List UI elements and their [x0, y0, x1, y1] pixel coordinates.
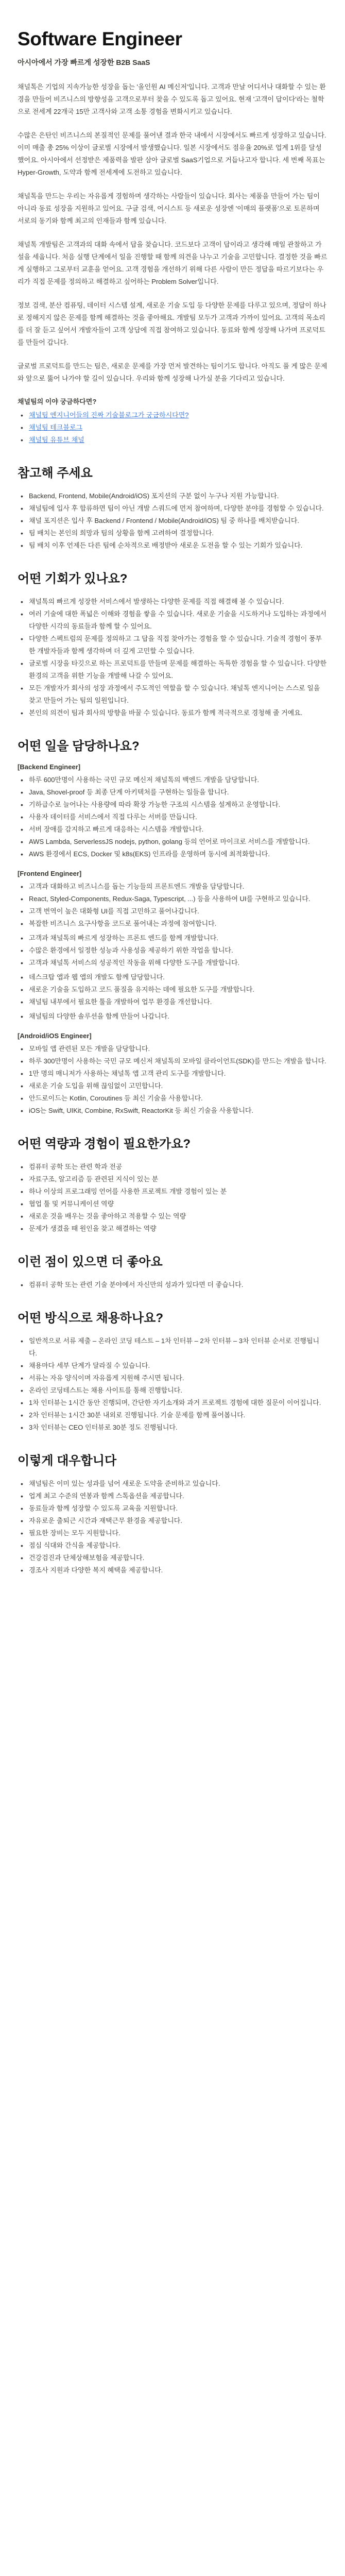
subsection-heading: [Backend Engineer]: [18, 763, 81, 771]
list-item: • 새로운 기술 도입을 위해 끊임없이 고민합니다.: [18, 1080, 327, 1092]
intro-paragraph: 수많은 은탄인 비즈니스의 본질적인 문제를 풀어낸 결과 한국 내에서 시장에서도 빠르게 성장하고 있습니다. 이미 매출 총 25% 이상이 글로벌 시장에서 발생했습니다. 일본 시장에서도 점유율 20%로 업계 1위를 달성했어요. 아시아에서 선정받은 제품력을 발판 삼아 글로벌 SaaS기업으로 거듭나고자 합니다. 세 번째 목표는 Hyper-Growth, 도약과 함께 전세계에 도전하고 있습니다.: [18, 131, 326, 176]
section-heading: 어떤 방식으로 채용하나요?: [18, 1311, 164, 1325]
list-item: • 채널팀은 이미 있는 성과를 넘어 새로운 도약을 준비하고 있습니다.: [18, 1478, 327, 1490]
list-item: • 동료들과 함께 성장할 수 있도록 교육을 지원합니다.: [18, 1502, 327, 1515]
list-item: • 본인의 의견이 팀과 회사의 방향을 바꿀 수 있습니다. 동료가 함께 적극적으로 경청해 줄 거예요.: [18, 707, 327, 719]
list-item: • AWS Lambda, ServerlessJS nodejs, python, golang 등의 언어로 마이크로 서비스를 개발합니다.: [18, 836, 327, 848]
list-item: • 협업 툴 및 커뮤니케이션 역량: [18, 1198, 327, 1210]
list-item: • 온라인 코딩테스트는 채용 사이트를 통해 진행합니다.: [18, 1384, 327, 1397]
list-item: • 건강검진과 단체상해보험을 제공합니다.: [18, 1552, 327, 1564]
content-sections: [18, 463, 327, 1577]
list-item: • 문제가 생겼을 때 원인을 찾고 해결하는 역량: [18, 1223, 327, 1235]
section-list: [18, 490, 327, 552]
list-item: • 고객과 채널톡 서비스의 성공적인 작동을 위해 다양한 도구를 개발합니다.: [18, 957, 327, 969]
list-item: • 사용자 데이터를 서비스에서 직접 다루는 서버를 만듭니다.: [18, 811, 327, 823]
list-item: • 1차 인터뷰는 1시간 동안 진행되며, 간단한 자기소개와 과거 프로젝트 경험에 대한 질문이 이어집니다.: [18, 1397, 327, 1409]
subsection-heading: [Frontend Engineer]: [18, 870, 82, 877]
intro-link[interactable]: 채널팀 엔지니어들의 진짜 기술블로그가 궁금하시다면?: [29, 411, 189, 419]
intro-question: 채널팀의 이야 궁금하다면?: [18, 398, 97, 405]
list-item: • 업계 최고 수준의 연봉과 함께 스톡옵션을 제공합니다.: [18, 1490, 327, 1502]
list-item: • 모든 개발자가 회사의 성장 과정에서 주도적인 역할을 할 수 있습니다. 채널톡 엔지니어는 스스로 일을 찾고 만들어 가는 팀의 일원입니다.: [18, 682, 327, 707]
list-item: • 채널팀에 입사 후 합류하면 팀이 아닌 개발 스쿼드에 먼저 참여하며, 다양한 분야를 경험할 수 있습니다.: [18, 502, 327, 515]
list-item: • 컴퓨터 공학 또는 관련 학과 전공: [18, 1161, 327, 1173]
list-item: • 팀 배치 이후 언제든 다른 팀에 순차적으로 배정받아 새로운 도전을 할 수 있는 기회가 있습니다.: [18, 539, 327, 552]
intro-links: [18, 409, 327, 446]
section-list: [18, 596, 327, 719]
subsection-list: [18, 774, 327, 860]
list-item: • 컴퓨터 공학 또는 관련 기술 분야에서 자신만의 성과가 있다면 더 좋습니다.: [18, 1279, 327, 1291]
list-item: • 자료구조, 알고리즘 등 관련된 지식이 있는 분: [18, 1173, 327, 1185]
list-item: • Backend, Frontend, Mobile(Android/iOS) 포지션의 구분 없이 누구나 지원 가능합니다.: [18, 490, 327, 502]
intro-link-item: [18, 409, 327, 421]
section-list: [18, 1478, 327, 1577]
list-item: • AWS 환경에서 ECS, Docker 및 k8s(EKS) 인프라를 운영하며 동시에 최적화합니다.: [18, 848, 327, 860]
page-title: Software Engineer: [18, 28, 182, 49]
list-item: • 안드로이드는 Kotlin, Coroutines 등 최신 기술을 사용합니다.: [18, 1092, 327, 1105]
intro-link[interactable]: 채널팀 유튜브 채널: [29, 436, 84, 444]
list-item: • 점심 식대와 간식을 제공합니다.: [18, 1539, 327, 1552]
list-item: • 복잡한 비즈니스 요구사항을 코드로 풀어내는 과정에 참여합니다.: [18, 918, 327, 930]
list-item: • 다양한 스펙트럼의 문제를 정의하고 그 답을 직접 찾아가는 경험을 할 수 있습니다. 기술적 경험이 풍부한 개발자들과 함께 생각하며 더 깊게 고민할 수 있습니다.: [18, 633, 327, 657]
list-item: • 데스크탑 앱과 웹 앱의 개발도 함께 담당합니다.: [18, 971, 327, 984]
list-item: • 경조사 지원과 다양한 복지 혜택을 제공합니다.: [18, 1564, 327, 1577]
list-item: • 팀 배치는 본인의 희망과 팀의 상황을 함께 고려하여 결정합니다.: [18, 527, 327, 539]
intro-link-item: [18, 421, 327, 434]
list-item: • 2차 인터뷰는 1시간 30분 내외로 진행됩니다. 기술 문제를 함께 풀어봅니다.: [18, 1409, 327, 1421]
list-item: • 일반적으로 서류 제출 – 온라인 코딩 테스트 – 1차 인터뷰 – 2차 인터뷰 – 3차 인터뷰 순서로 진행됩니다.: [18, 1335, 327, 1360]
list-item: • 수많은 환경에서 일정한 성능과 사용성을 제공하기 위한 작업을 합니다.: [18, 944, 327, 957]
list-item: • 채널팀의 다양한 솔루션을 함께 만들어 나갑니다.: [18, 1010, 327, 1023]
section-heading: 이런 점이 있으면 더 좋아요: [18, 1255, 163, 1269]
list-item: • 서버 장애를 감지하고 빠르게 대응하는 시스템을 개발합니다.: [18, 823, 327, 836]
section-heading: 이렇게 대우합니다: [18, 1454, 117, 1468]
list-item: • 3차 인터뷰는 CEO 인터뷰로 30분 정도 진행됩니다.: [18, 1421, 327, 1434]
list-item: • 서류는 자유 양식이며 자유롭게 지원해 주시면 됩니다.: [18, 1372, 327, 1384]
intro-paragraph: 채널톡을 만드는 우리는 자유롭게 경험하며 생각하는 사람들이 있습니다. 회사는 제품을 만들어 가는 팀이 아니라 동료 성장을 지원하고 있어요. 구글 검색, 어시스트 등 새로운 성장엔 '이매의 플랫폼'으로 토론하며 서로의 동기와 함께 최고의 인재들과 함께 있습니다.: [18, 192, 320, 225]
intro-paragraph: 글로벌 프로덕트를 만드는 팀은, 새로운 문제를 가장 먼저 발견하는 팀이기도 합니다. 아직도 풀 게 많은 문제와 앞으로 뚫어 나가야 할 길이 있습니다. 우리와 함께 성장해 나가실 분을 기다리고 있습니다.: [18, 362, 327, 382]
intro-link-item: [18, 434, 327, 446]
section-heading: 어떤 기회가 있나요?: [18, 572, 128, 586]
list-item: • Java, Shovel-proof 등 최종 단계 아키텍처를 구현하는 일들을 합니다.: [18, 786, 327, 799]
list-item: • 기하급수로 늘어나는 사용량에 따라 확장 가능한 구조의 시스템을 설계하고 운영합니다.: [18, 799, 327, 811]
section-heading: 어떤 역량과 경험이 필요한가요?: [18, 1137, 191, 1151]
intro-paragraph: 채널톡 개발팀은 고객과의 대화 속에서 답을 찾습니다. 코드보다 고객이 답이라고 생각해 매일 관찰하고 가설을 세웁니다. 처음 실행 단계에서 일을 진행할 때 함께 의견을 나누고 기술을 고민합니다. 결정한 것을 빠르게 실행하고 그로부터 교훈을 얻어요. 고객 경험을 개선하기 위해 다른 사람이 만든 정답을 따르기보다는 우리가 직접 문제를 정의하고 해결하고 싶어하는 Problem Solver입니다.: [18, 241, 327, 285]
intro-paragraph: 채널톡은 기업의 지속가능한 성장을 돕는 '올인원 AI 메신저'입니다. 고객과 만날 어디서나 대화할 수 있는 환경을 만들어 비즈니스의 방향성을 고객으로부터 찾을 수 있도록 돕고 있어요. 현재 '고객이 답이다'라는 철학으로 전세계 22개국 15만 고객사와 고객 소통 경험을 변화시키고 있습니다.: [18, 83, 326, 115]
list-item: • 채널톡의 빠르게 성장한 서비스에서 발생하는 다양한 문제를 직접 해결해 볼 수 있습니다.: [18, 596, 327, 608]
section-list: [18, 1279, 327, 1291]
list-item: • 모바일 앱 관련된 모든 개발을 담당합니다.: [18, 1043, 327, 1055]
list-item: • React, Styled-Components, Redux-Saga, Typescript, ...) 등을 사용하여 UI를 구현하고 있습니다.: [18, 893, 327, 905]
list-item: • 채용마다 세부 단계가 달라질 수 있습니다.: [18, 1360, 327, 1372]
list-item: • 하루 600만명이 사용하는 국민 규모 메신저 채널톡의 백엔드 개발을 담당합니다.: [18, 774, 327, 786]
list-item: • 여러 기술에 대한 폭넓은 이해와 경험을 쌓을 수 있습니다. 새로운 기술을 시도하거나 도입하는 과정에서 다양한 시각의 동료들과 함께 할 수 있어요.: [18, 608, 327, 633]
section-list: [18, 1335, 327, 1434]
list-item: • 고객 번역이 높은 대화형 UI를 직접 고민하고 풀어나갑니다.: [18, 905, 327, 918]
subsection-list: [18, 1043, 327, 1117]
page-subtitle: 아시아에서 가장 빠르게 성장한 B2B SaaS: [18, 58, 150, 66]
intro-paragraph: 정보 검색, 분산 컴퓨팅, 데이터 시스템 설계, 새로운 기술 도입 등 다양한 문제를 다루고 있으며, 정답이 하나로 정해지지 않은 문제를 함께 해결하는 것을 좋아해요. 개발팀 모두가 고객과 가까이 있어요. 고객의 목소리를 더 잘 듣고 싶어서 개발자들이 고객 상담에 직접 참여하고 있습니다. 동료와 함께 성장해 나가며 프로덕트를 만들어 갑니다.: [18, 301, 326, 346]
section-heading: 참고해 주세요: [18, 466, 93, 480]
list-item: • 글로벌 시장을 타깃으로 하는 프로덕트를 만들며 문제를 해결하는 독특한 경험을 할 수 있습니다. 다양한 환경의 고객을 위한 기능을 개발해 나갈 수 있어요.: [18, 657, 327, 682]
section-heading: 어떤 일을 담당하나요?: [18, 739, 140, 753]
list-item: • 고객과 대화하고 비즈니스를 돕는 기능들의 프론트엔드 개발을 담당합니다.: [18, 880, 327, 893]
intro-link[interactable]: 채널팀 테크블로그: [29, 423, 83, 431]
list-item: • iOS는 Swift, UIKit, Combine, RxSwift, ReactorKit 등 최신 기술을 사용합니다.: [18, 1105, 327, 1117]
section-list: [18, 1161, 327, 1235]
list-item: • 새로운 기술을 도입하고 코드 품질을 유지하는 데에 필요한 도구를 개발합니다.: [18, 984, 327, 996]
list-item: • 고객과 채널톡의 빠르게 성장하는 프론트 엔드를 함께 개발합니다.: [18, 932, 327, 944]
list-item: • 필요한 장비는 모두 지원합니다.: [18, 1527, 327, 1539]
list-item: • 채널팀 내부에서 필요한 툴을 개발하여 업무 환경을 개선합니다.: [18, 996, 327, 1008]
list-item: • 새로운 것을 배우는 것을 좋아하고 적용할 수 있는 역량: [18, 1210, 327, 1223]
list-item: • 1만 명의 매니저가 사용하는 채널톡 앱 고객 관리 도구를 개발합니다.: [18, 1067, 327, 1080]
subsection-heading: [Android/iOS Engineer]: [18, 1032, 92, 1040]
list-item: • 채널 포지션은 입사 후 Backend / Frontend / Mobile(Android/iOS) 팀 중 하나를 배치받습니다.: [18, 515, 327, 527]
intro-section: [18, 81, 327, 446]
list-item: • 하루 300만명이 사용하는 국민 규모 메신저 채널톡의 모바일 클라이언트(SDK)를 만드는 개발을 합니다.: [18, 1055, 327, 1067]
subsection-list: [18, 880, 327, 1023]
list-item: • 자유로운 출퇴근 시간과 재택근무 환경을 제공합니다.: [18, 1515, 327, 1527]
list-item: • 하나 이상의 프로그래밍 언어를 사용한 프로젝트 개발 경험이 있는 분: [18, 1185, 327, 1198]
